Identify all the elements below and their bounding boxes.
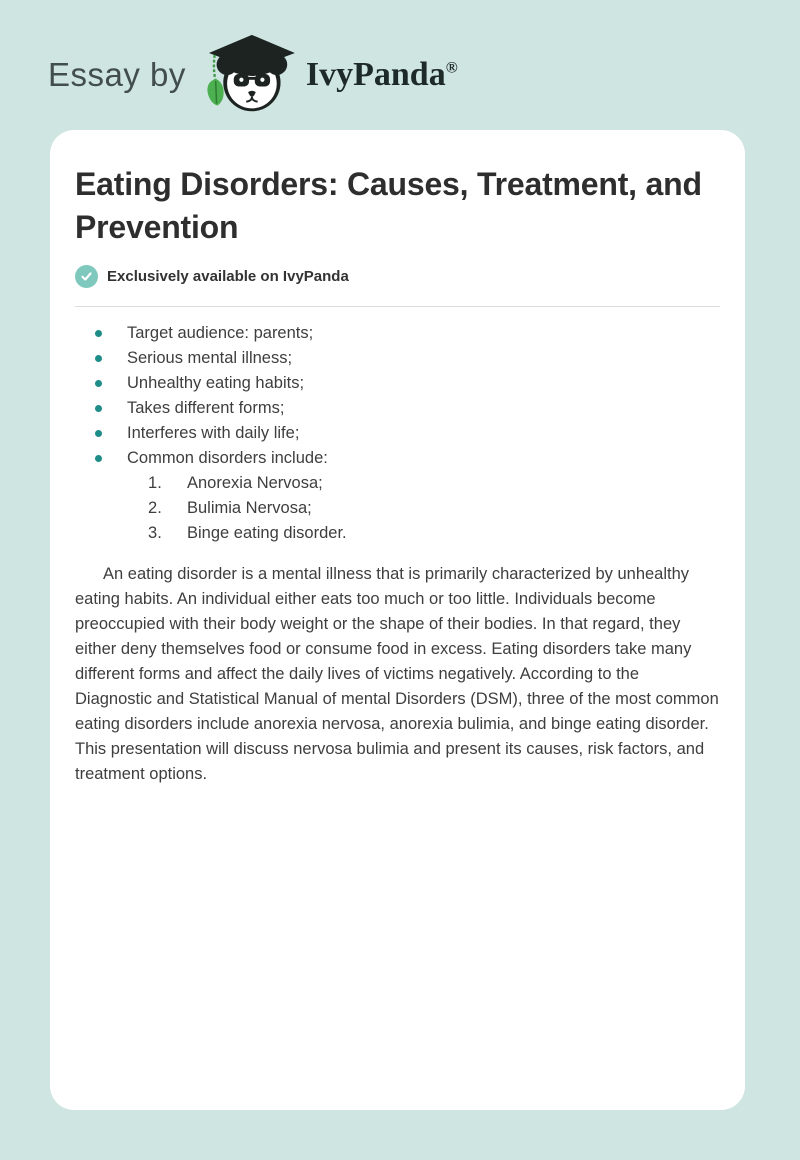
page-title: Eating Disorders: Causes, Treatment, and Prevention bbox=[75, 166, 702, 245]
key-points-list bbox=[75, 321, 720, 471]
registered-mark: ® bbox=[445, 59, 458, 77]
list-item: Serious mental illness; bbox=[75, 346, 720, 371]
list-item: Target audience: parents; bbox=[75, 321, 720, 346]
disorders-list bbox=[75, 471, 720, 546]
panda-graduate-icon bbox=[202, 33, 298, 117]
list-item: Takes different forms; bbox=[75, 396, 720, 421]
brand-name: IvyPanda® bbox=[305, 56, 458, 93]
essay-by-label: Essay by bbox=[48, 56, 186, 93]
list-item: Bulimia Nervosa; bbox=[187, 499, 312, 517]
list-item: Binge eating disorder. bbox=[187, 524, 347, 542]
list-item: Unhealthy eating habits; bbox=[75, 371, 720, 396]
availability-row bbox=[75, 265, 720, 288]
list-item: Common disorders include: bbox=[75, 446, 720, 471]
checkmark-icon bbox=[75, 265, 98, 288]
availability-note: Exclusively available on IvyPanda bbox=[107, 268, 349, 285]
list-item: Interferes with daily life; bbox=[75, 421, 720, 446]
ivypanda-logo bbox=[202, 33, 458, 117]
header bbox=[0, 0, 800, 122]
list-item: Anorexia Nervosa; bbox=[187, 474, 323, 492]
divider bbox=[75, 306, 720, 307]
essay-paragraph: An eating disorder is a mental illness that is primarily characterized by unhealthy eating habits. An individual either eats too much or too little. Individuals become preoccupied with their body weight or the shape of their bodies. In that regard, they either deny themselves food or consume food in excess. Eating disorders take many different forms and affect the daily lives of victims negatively. According to the Diagnostic and Statistical Manual of mental Disorders (DSM), three of the most common eating disorders include anorexia nervosa, anorexia bulimia, and binge eating disorder. This presentation will discuss nervosa bulimia and present its causes, risk factors, and treatment options. bbox=[75, 565, 719, 783]
essay-card bbox=[50, 130, 745, 1110]
